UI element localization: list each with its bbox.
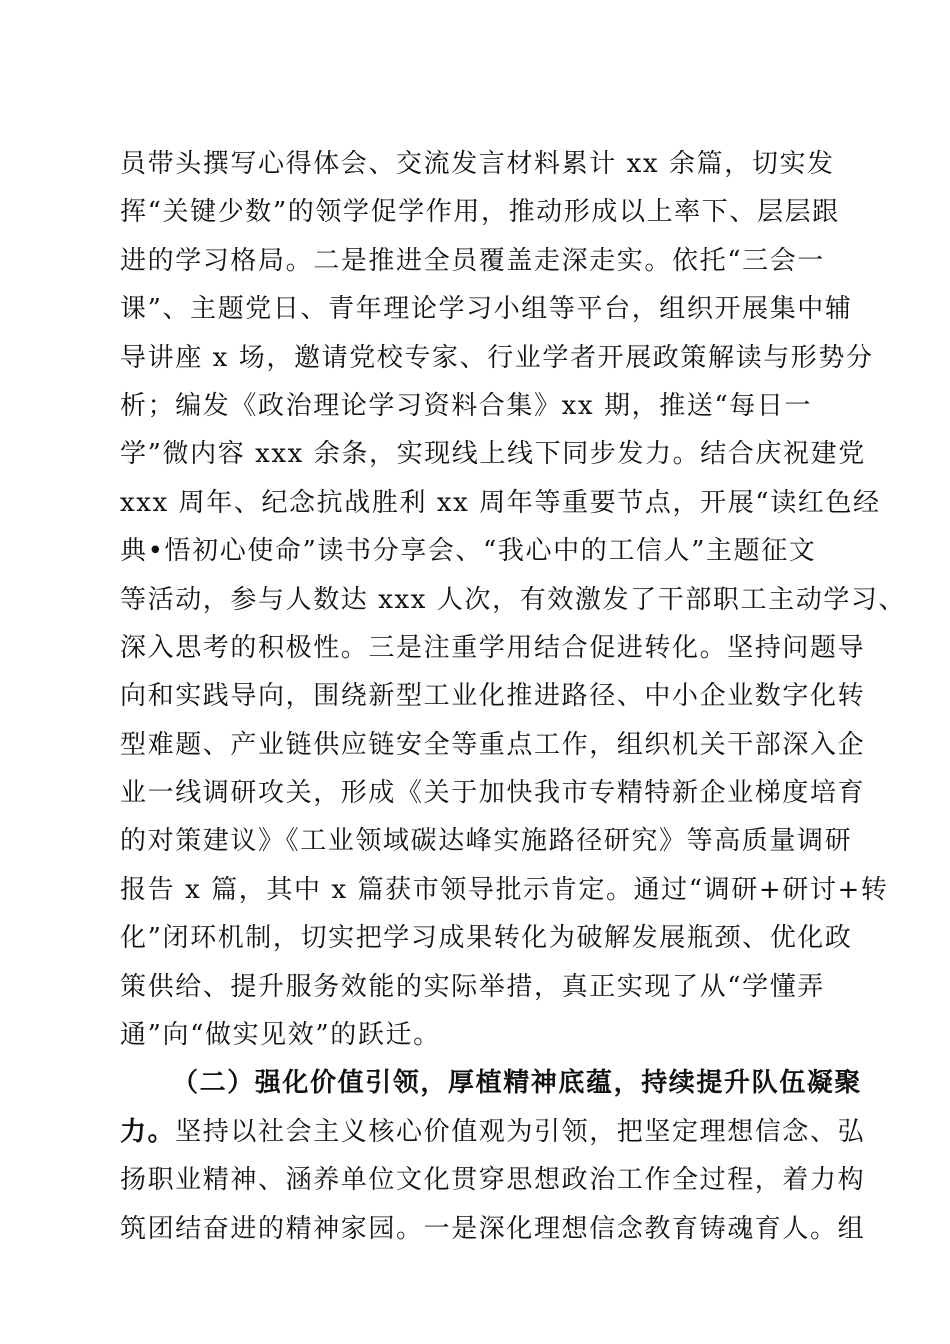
text-line: 化”闭环机制，切实把学习成果转化为破解发展瓶颈、优化政	[120, 923, 853, 954]
text-line: 深入思考的积极性。三是注重学用结合促进转化。坚持问题导	[120, 632, 866, 663]
text-line: 析；编发《政治理论学习资料合集》xx 期，推送“每日一	[120, 390, 813, 421]
text-line: 挥“关键少数”的领学促学作用，推动形成以上率下、层层跟	[120, 197, 840, 228]
text-line: 典•悟初心使命”读书分享会、“我心中的工信人”主题征文	[120, 536, 817, 567]
text-line: 进的学习格局。二是推进全员覆盖走深走实。依托“三会一	[120, 245, 825, 276]
text-line: 学”微内容 xxx 余条，实现线上线下同步发力。结合庆祝建党	[120, 439, 866, 470]
text-line: 等活动，参与人数达 xxx 人次，有效激发了干部职工主动学习、	[120, 584, 907, 615]
section-text: 坚持以社会主义核心价值观为引领，把坚定理想信念、弘	[175, 1116, 866, 1147]
section-heading: （二）强化价值引领，厚植精神底蕴，持续提升队伍凝聚	[172, 1068, 863, 1099]
text-line: 策供给、提升服务效能的实际举措，真正实现了从“学懂弄	[120, 971, 825, 1002]
text-line: 向和实践导向，围绕新型工业化推进路径、中小企业数字化转	[120, 681, 866, 712]
document-body	[120, 140, 907, 1253]
text-line	[120, 1108, 866, 1156]
text-line: 型难题、产业链供应链安全等重点工作，组织机关干部深入企	[120, 729, 866, 760]
text-line: 课”、主题党日、青年理论学习小组等平台，组织开展集中辅	[120, 294, 853, 325]
text-line: 筑团结奋进的精神家园。一是深化理想信念教育铸魂育人。组	[120, 1213, 866, 1244]
text-line: 员带头撰写心得体会、交流发言材料累计 xx 余篇，切实发	[120, 149, 835, 179]
text-line: 报告 x 篇，其中 x 篇获市领导批示肯定。通过“调研+研讨+转	[120, 874, 889, 905]
text-line: 通”向“做实见效”的跃迁。	[120, 1020, 441, 1051]
text-line: 的对策建议》《工业领域碳达峰实施路径研究》等高质量调研	[120, 826, 853, 857]
text-line: 扬职业精神、涵养单位文化贯穿思想政治工作全过程，着力构	[120, 1165, 866, 1196]
section-heading-end: 力。	[120, 1116, 176, 1147]
text-line: xxx 周年、纪念抗战胜利 xx 周年等重要节点，开展“读红色经	[120, 487, 881, 518]
text-line: 导讲座 x 场，邀请党校专家、行业学者开展政策解读与形势分	[120, 342, 874, 373]
text-line: 业一线调研攻关，形成《关于加快我市专精特新企业梯度培育	[120, 778, 866, 809]
